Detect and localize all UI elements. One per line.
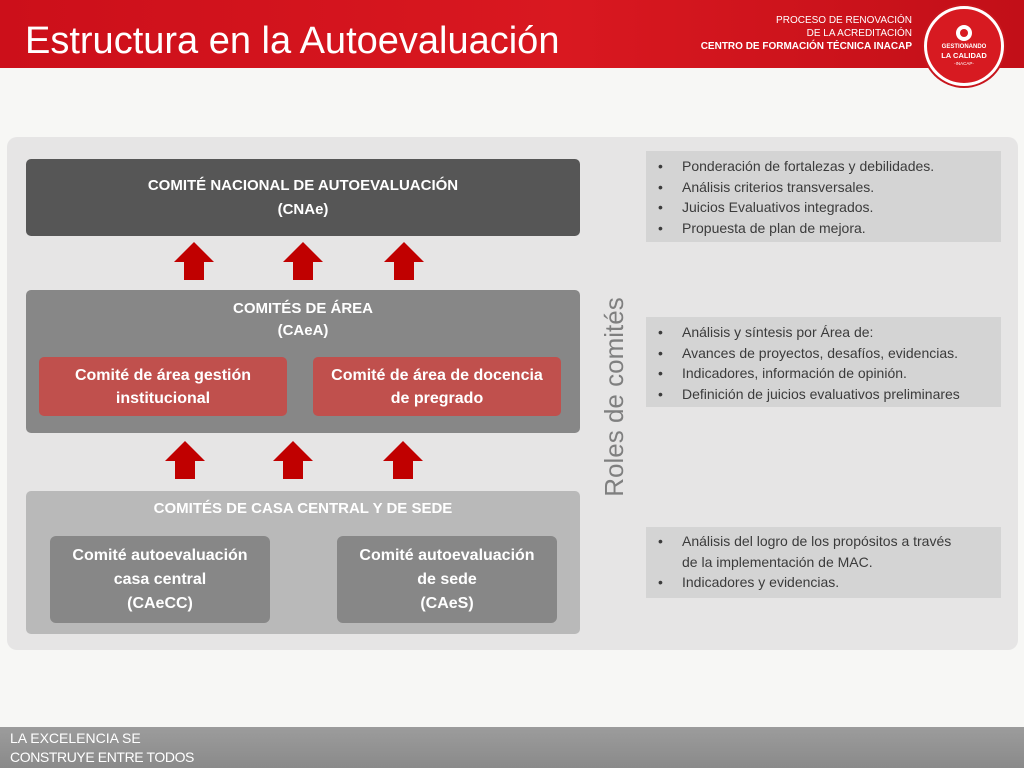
header-caption-line3: CENTRO DE FORMACIÓN TÉCNICA INACAP — [700, 41, 912, 52]
sede-comite-line1: Comité autoevaluación — [359, 546, 535, 564]
casa-central-line1: Comité autoevaluación — [72, 546, 248, 564]
caea-abbr: (CAeA) — [277, 322, 329, 339]
cnae-abbr: (CNAe) — [277, 201, 329, 218]
casa-central-box — [50, 536, 270, 623]
quality-logo — [924, 6, 1004, 86]
logo-text-line3: -INACAP- — [954, 61, 974, 66]
up-arrow-icon — [174, 242, 214, 280]
footer-slogan-line2: CONSTRUYE ENTRE TODOS — [10, 749, 194, 765]
list-item: • Propuesta de plan de mejora. — [658, 218, 993, 239]
list-item-line2: de la implementación de MAC. — [682, 553, 873, 570]
list-item: • Definición de juicios evaluativos preliminares — [658, 384, 993, 405]
up-arrow-icon — [283, 242, 323, 280]
cnae-title: COMITÉ NACIONAL DE AUTOEVALUACIÓN — [147, 177, 459, 194]
up-arrow-icon — [384, 242, 424, 280]
header-caption-line1: PROCESO DE RENOVACIÓN — [776, 15, 912, 26]
logo-text-line2: LA CALIDAD — [941, 51, 987, 60]
national-roles-list — [646, 151, 1001, 242]
list-item: • Indicadores, información de opinión. — [658, 363, 993, 384]
caea-title: COMITÉS DE ÁREA — [232, 300, 373, 317]
list-item: • Avances de proyectos, desafíos, evidencias. — [658, 343, 993, 364]
list-item: • Análisis criterios transversales. — [658, 177, 993, 198]
header-bar — [0, 0, 1024, 68]
area-roles-list — [646, 317, 1001, 407]
sede-title: COMITÉS DE CASA CENTRAL Y DE SEDE — [153, 500, 453, 517]
area-gestion-line2: institucional — [115, 389, 211, 407]
casa-central-line3: (CAeCC) — [127, 594, 193, 612]
area-gestion-box — [39, 357, 287, 416]
list-item: • Juicios Evaluativos integrados. — [658, 197, 993, 218]
up-arrow-icon — [165, 441, 205, 479]
logo-text-line1: GESTIONANDO — [941, 44, 987, 50]
cnae-box — [26, 159, 580, 236]
slide-title: Estructura en la Autoevaluación — [25, 20, 560, 62]
logo-dot-icon — [956, 25, 972, 41]
footer-bar — [0, 727, 1024, 768]
header-caption — [701, 14, 912, 53]
sede-comite-box — [337, 536, 557, 623]
list-item: • Ponderación de fortalezas y debilidades. — [658, 156, 993, 177]
list-item-line1: • Análisis del logro de los propósitos a través — [682, 533, 952, 549]
roles-label: Roles de comités — [599, 297, 629, 497]
footer-slogan-line1: LA EXCELENCIA SE — [10, 730, 141, 746]
area-gestion-line1: Comité de área gestión — [74, 366, 252, 384]
area-docencia-line2: de pregrado — [390, 389, 484, 407]
sede-roles-list — [646, 527, 1001, 598]
list-item: • Análisis y síntesis por Área de: — [658, 322, 993, 343]
up-arrow-icon — [273, 441, 313, 479]
sede-comite-line3: (CAeS) — [420, 594, 474, 612]
casa-central-line2: casa central — [113, 570, 207, 588]
list-item — [658, 531, 993, 572]
header-caption-line2: DE LA ACREDITACIÓN — [806, 28, 912, 39]
area-docencia-box — [313, 357, 561, 416]
sede-comite-line2: de sede — [417, 570, 477, 588]
area-docencia-line1: Comité de área de docencia — [331, 366, 543, 384]
list-item: • Indicadores y evidencias. — [658, 572, 993, 593]
up-arrow-icon — [383, 441, 423, 479]
